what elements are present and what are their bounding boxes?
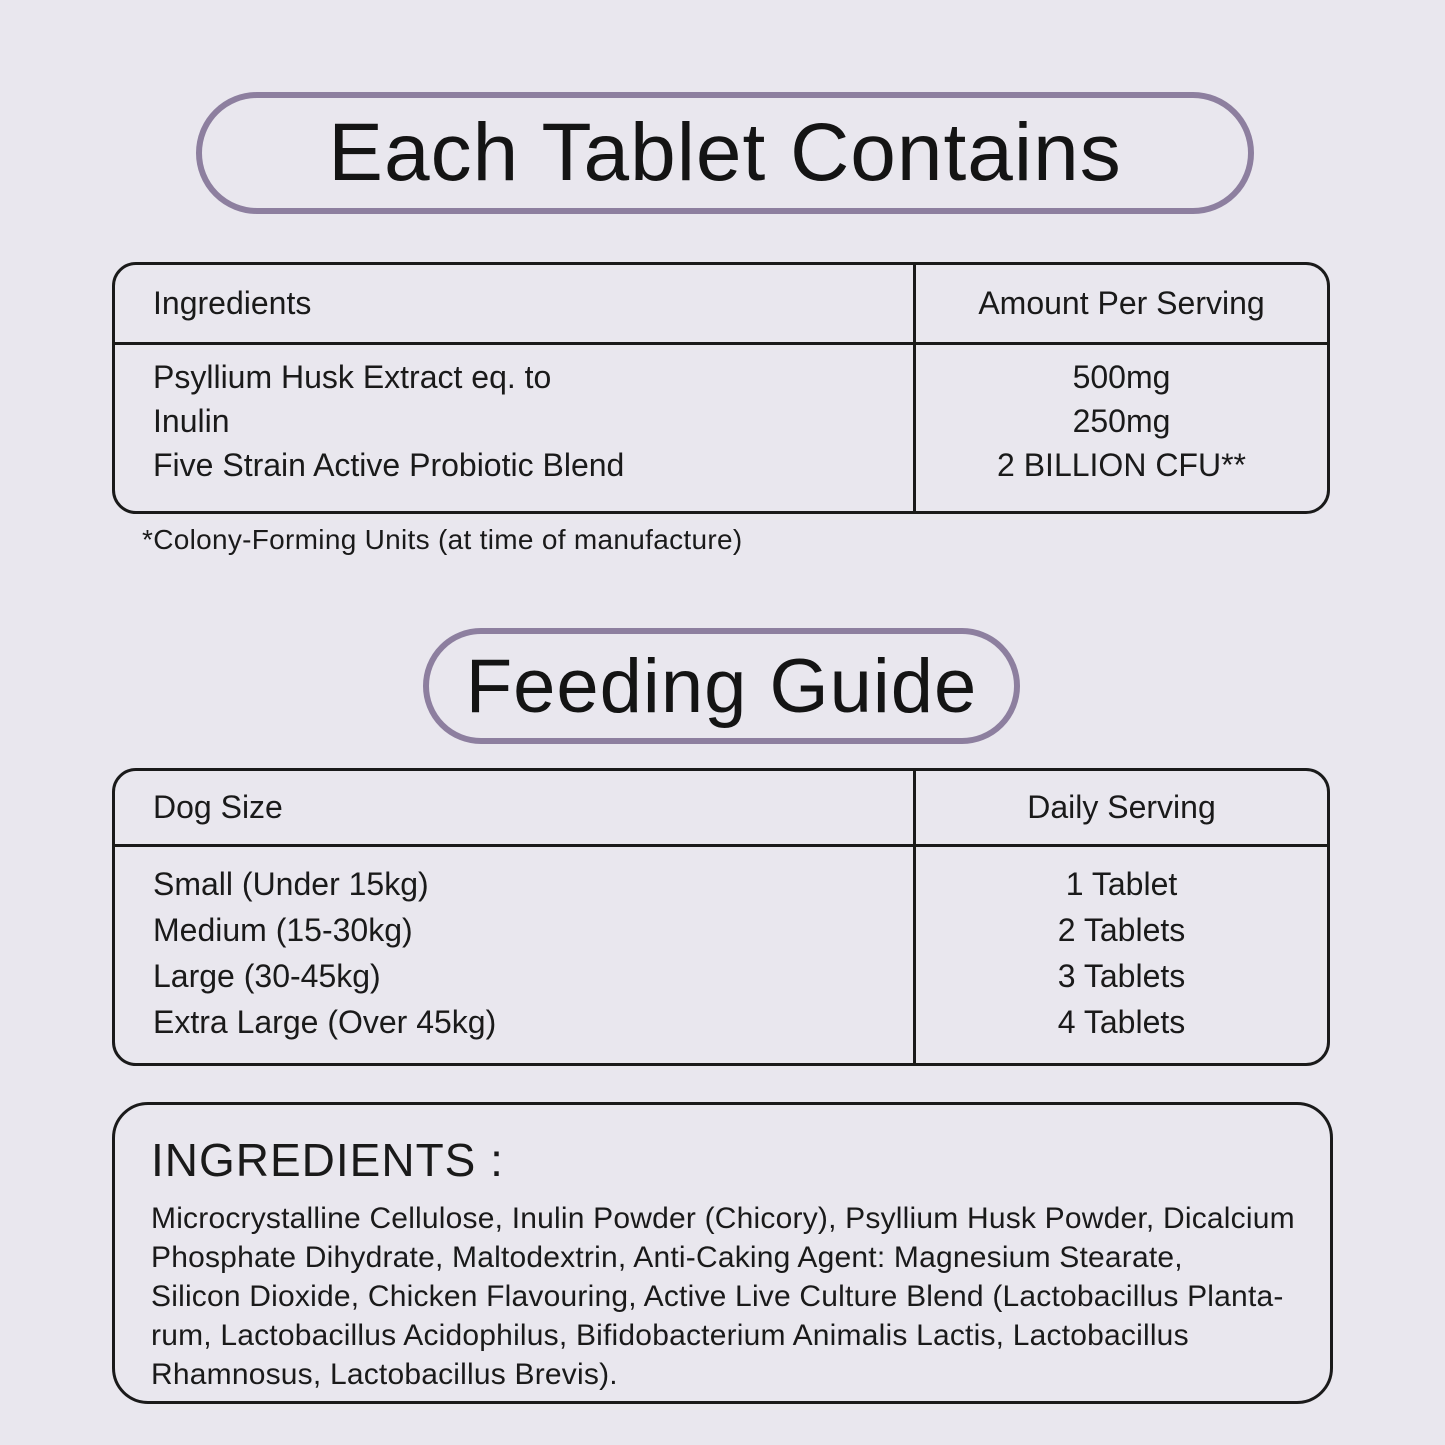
ingredients-text-line: rum, Lactobacillus Acidophilus, Bifidobacterium Animalis Lactis, Lactobacillus	[151, 1319, 1189, 1352]
supplement-row-name: Inulin	[153, 403, 230, 439]
feeding-col-header-dog-size	[115, 771, 913, 847]
supplement-row-amount: 250mg	[1072, 403, 1171, 439]
supplement-row-name: Five Strain Active Probiotic Blend	[153, 447, 625, 483]
ingredients-text-line: Phosphate Dihydrate, Maltodextrin, Anti-Caking Agent: Magnesium Stearate,	[151, 1241, 1183, 1274]
feeding-daily-servings	[913, 847, 1327, 1063]
tablet-contains-heading-label: Each Tablet Contains	[328, 107, 1122, 198]
feeding-guide-heading-label: Feeding Guide	[465, 643, 978, 729]
supplement-col-header-ingredients-label: Ingredients	[153, 285, 312, 321]
ingredients-text-line: Silicon Dioxide, Chicken Flavouring, Active Live Culture Blend (Lactobacillus Planta-	[151, 1280, 1284, 1313]
supplement-row-amount: 2 BILLION CFU**	[997, 447, 1246, 483]
feeding-row-serving: 1 Tablet	[1065, 866, 1178, 902]
feeding-row-size: Extra Large (Over 45kg)	[153, 1004, 497, 1040]
feeding-row-serving: 4 Tablets	[1057, 1004, 1186, 1040]
tablet-contains-heading	[196, 92, 1254, 214]
ingredients-text-line: Rhamnosus, Lactobacillus Brevis).	[151, 1358, 618, 1391]
feeding-guide-table	[112, 768, 1330, 1066]
supplement-col-header-amount-label: Amount Per Serving	[978, 285, 1265, 321]
supplement-ingredient-names	[115, 345, 913, 511]
feeding-row-size: Small (Under 15kg)	[153, 866, 429, 902]
ingredients-list-text	[151, 1199, 1302, 1394]
feeding-dog-sizes	[115, 847, 913, 1063]
feeding-guide-heading	[423, 628, 1020, 744]
ingredients-list-box	[112, 1102, 1333, 1404]
ingredients-list-heading: INGREDIENTS :	[151, 1134, 504, 1186]
supplement-row-amount: 500mg	[1072, 359, 1171, 395]
feeding-row-serving: 2 Tablets	[1057, 912, 1186, 948]
supplement-col-header-amount	[913, 265, 1327, 345]
feeding-row-serving: 3 Tablets	[1057, 958, 1186, 994]
feeding-col-header-daily-serving-label: Daily Serving	[1027, 789, 1216, 825]
feeding-col-header-dog-size-label: Dog Size	[153, 789, 283, 825]
supplement-facts-table	[112, 262, 1330, 514]
feeding-col-header-daily-serving	[913, 771, 1327, 847]
ingredients-text-line: Microcrystalline Cellulose, Inulin Powder (Chicory), Psyllium Husk Powder, Dicalcium	[151, 1202, 1295, 1235]
feeding-row-size: Medium (15-30kg)	[153, 912, 413, 948]
supplement-ingredient-amounts	[913, 345, 1327, 511]
feeding-row-size: Large (30-45kg)	[153, 958, 381, 994]
cfu-footnote: *Colony-Forming Units (at time of manufacture)	[142, 524, 743, 555]
supplement-row-name: Psyllium Husk Extract eq. to	[153, 359, 552, 395]
supplement-col-header-ingredients	[115, 265, 913, 345]
